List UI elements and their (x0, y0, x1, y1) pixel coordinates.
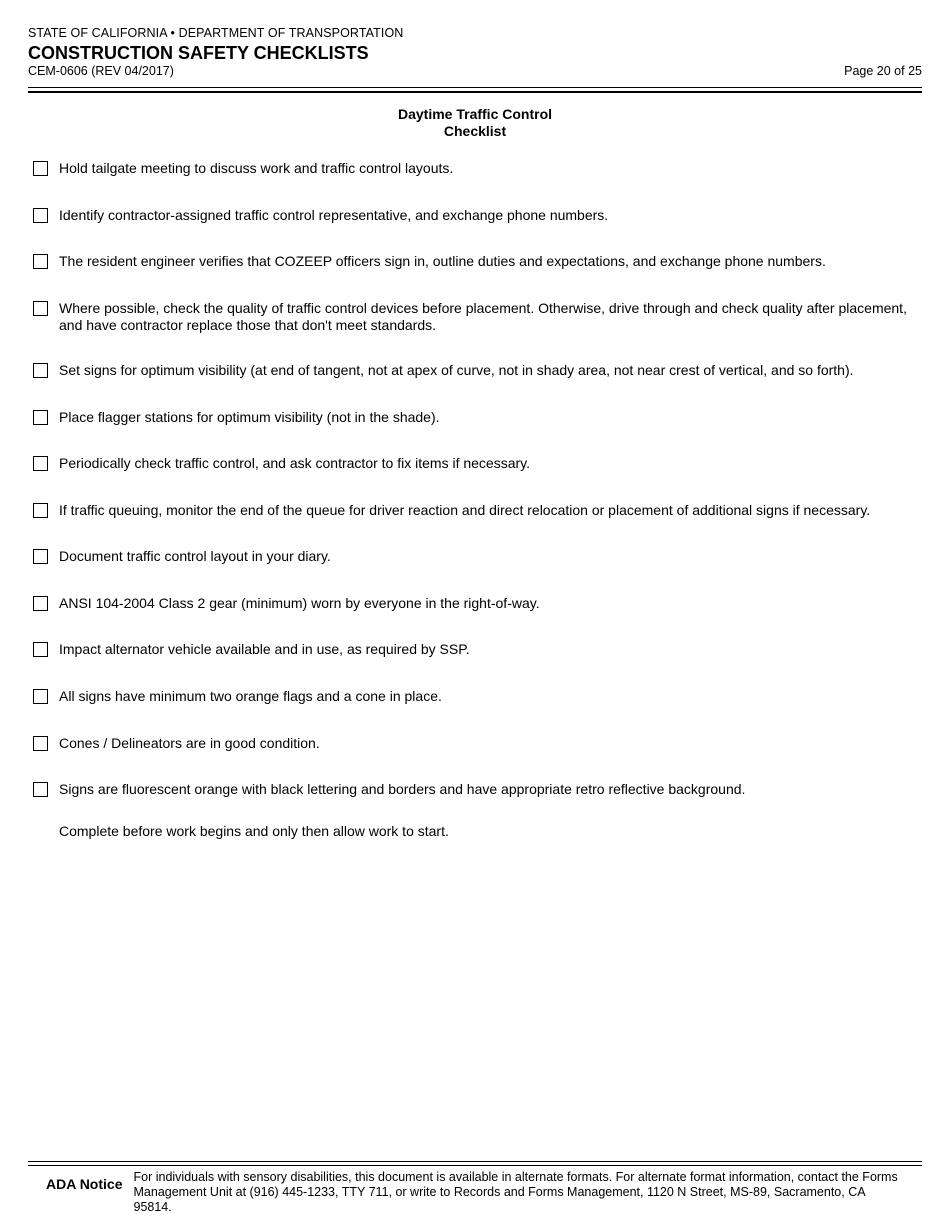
checklist-item (33, 781, 922, 798)
checklist-item-text: All signs have minimum two orange flags and a cone in place. (59, 688, 442, 704)
agency-name: STATE OF CALIFORNIA • DEPARTMENT OF TRANSPORTATION (28, 26, 404, 40)
footer-divider (28, 1161, 922, 1162)
checklist-item-text: If traffic queuing, monitor the end of the queue for driver reaction and direct relocation or placement of additional signs if necessary. (59, 502, 871, 518)
checklist-item (33, 502, 922, 519)
form-info-row (28, 64, 922, 78)
page-number: Page 20 of 25 (844, 64, 922, 78)
checkbox[interactable] (33, 549, 48, 564)
checklist-title-line-2: Checklist (443, 123, 507, 139)
checkbox[interactable] (33, 736, 48, 751)
completion-note: Complete before work begins and only then allow work to start. (59, 823, 449, 839)
checklist-item (33, 207, 922, 224)
checkbox[interactable] (33, 208, 48, 223)
checklist-item (33, 160, 922, 177)
header-divider (28, 87, 922, 90)
ada-notice-label: ADA Notice (46, 1176, 123, 1192)
checkbox[interactable] (33, 410, 48, 425)
checklist-item (33, 362, 922, 379)
ada-notice (46, 1170, 906, 1215)
checklist-item (33, 735, 922, 752)
checklist-item-text: Periodically check traffic control, and ask contractor to fix items if necessary. (59, 455, 531, 471)
checkbox[interactable] (33, 782, 48, 797)
checklist-item-text: ANSI 104-2004 Class 2 gear (minimum) worn by everyone in the right-of-way. (59, 595, 540, 611)
checklist-title-line-1: Daytime Traffic Control (397, 106, 553, 122)
checklist-item-text: Document traffic control layout in your diary. (59, 548, 331, 564)
checkbox[interactable] (33, 642, 48, 657)
checklist-item-text: The resident engineer verifies that COZEEP officers sign in, outline duties and expectations, and exchange phone numbers. (59, 253, 826, 269)
form-title: CONSTRUCTION SAFETY CHECKLISTS (28, 43, 369, 63)
form-header (28, 26, 922, 78)
form-number: CEM-0606 (REV 04/2017) (28, 64, 174, 78)
checklist-title (28, 106, 922, 140)
ada-notice-text: For individuals with sensory disabilities, this document is available in alternate formats. For alternate format information, contact the Forms Management Unit at (916) 445-1233, TTY 711, or write to Records and Forms Management, 1120 N Street, MS-89, Sacramento, CA 95814. (133, 1170, 898, 1214)
checklist-item-text: Where possible, check the quality of traffic control devices before placement. Otherwise, drive through and check quality after placement, and have contractor replace those that don't meet standards. (59, 300, 907, 333)
checklist-item (33, 409, 922, 426)
checklist-item (33, 688, 922, 705)
checkbox[interactable] (33, 689, 48, 704)
checkbox[interactable] (33, 254, 48, 269)
checklist-item-text: Identify contractor-assigned traffic control representative, and exchange phone numbers. (59, 207, 609, 223)
checklist-item (33, 595, 922, 612)
checklist-item (33, 455, 922, 472)
checklist-item-text: Set signs for optimum visibility (at end of tangent, not at apex of curve, not in shady area, not near crest of vertical, and so forth). (59, 362, 854, 378)
checklist-item (33, 641, 922, 658)
checklist-item-text: Place flagger stations for optimum visibility (not in the shade). (59, 409, 440, 425)
checkbox[interactable] (33, 456, 48, 471)
checkbox[interactable] (33, 503, 48, 518)
checklist-item-text: Signs are fluorescent orange with black lettering and borders and have appropriate retro reflective background. (59, 781, 746, 797)
checklist-item (33, 300, 922, 334)
checkbox[interactable] (33, 161, 48, 176)
checklist-item (33, 548, 922, 565)
checklist-item (33, 253, 922, 270)
checklist-item-text: Impact alternator vehicle available and in use, as required by SSP. (59, 641, 470, 657)
checkbox[interactable] (33, 301, 48, 316)
checklist-item-text: Cones / Delineators are in good condition. (59, 735, 320, 751)
checkbox[interactable] (33, 363, 48, 378)
checkbox[interactable] (33, 596, 48, 611)
checklist-item-text: Hold tailgate meeting to discuss work and traffic control layouts. (59, 160, 454, 176)
